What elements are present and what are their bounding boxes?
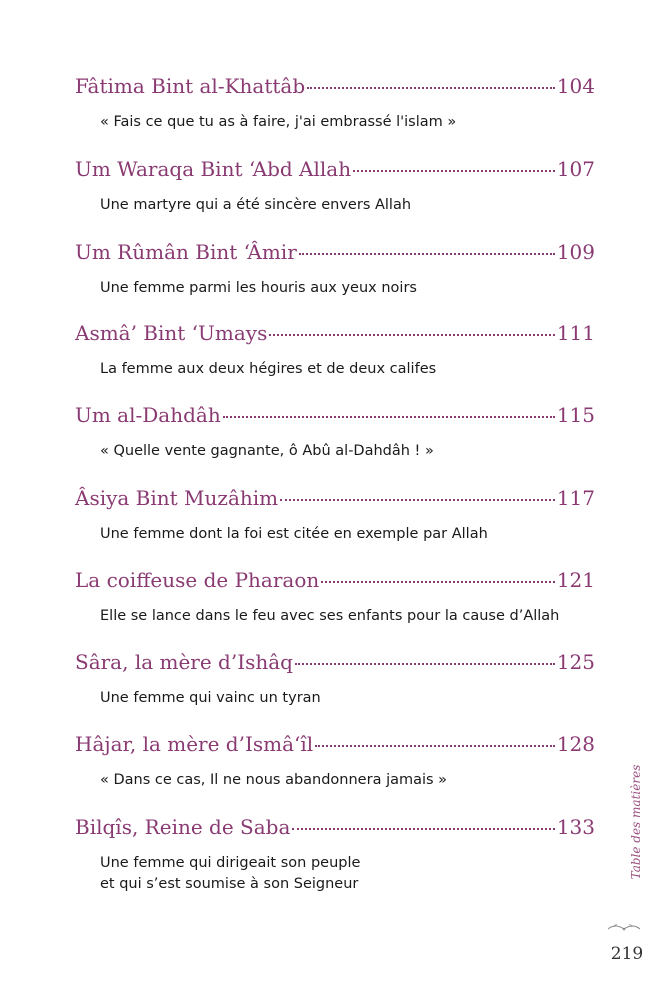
toc-entry[interactable] bbox=[75, 813, 595, 895]
entry-title: Sâra, la mère d’Ishâq bbox=[75, 650, 293, 674]
entry-title-row bbox=[75, 566, 595, 594]
dot-leader bbox=[315, 745, 555, 747]
dot-leader bbox=[269, 334, 554, 336]
entry-page-number: 115 bbox=[556, 403, 595, 427]
dot-leader bbox=[280, 499, 555, 501]
toc-entry[interactable] bbox=[75, 484, 595, 545]
entry-subtitle: La femme aux deux hégires et de deux califes bbox=[100, 361, 437, 377]
entry-title-row bbox=[75, 155, 595, 183]
entry-title-row bbox=[75, 401, 595, 429]
entry-page-number: 111 bbox=[556, 321, 595, 345]
entry-title-row bbox=[75, 730, 595, 758]
dot-leader bbox=[292, 828, 554, 830]
entry-title-row bbox=[75, 484, 595, 512]
entry-subtitle: Une femme qui dirigeait son peuple et qui s’est soumise à son Seigneur bbox=[100, 855, 361, 892]
entry-subtitle: Une femme qui vainc un tyran bbox=[100, 690, 321, 706]
entry-page-number: 121 bbox=[556, 568, 595, 592]
floral-ornament-icon bbox=[606, 920, 642, 934]
dot-leader bbox=[223, 416, 555, 418]
entry-subtitle: « Fais ce que tu as à faire, j'ai embrassé l'islam » bbox=[100, 114, 457, 130]
entry-title: Fâtima Bint al-Khattâb bbox=[75, 74, 306, 98]
entry-page-number: 117 bbox=[556, 486, 595, 510]
entry-subtitle: « Quelle vente gagnante, ô Abû al-Dahdâh ! » bbox=[100, 443, 434, 459]
dot-leader bbox=[321, 581, 555, 583]
section-side-label: Table des matières bbox=[629, 764, 643, 880]
entry-page-number: 128 bbox=[556, 732, 595, 756]
toc-entry[interactable] bbox=[75, 566, 595, 627]
entry-title: Hâjar, la mère d’Ismâ‘îl bbox=[75, 732, 314, 756]
toc-entry[interactable] bbox=[75, 72, 595, 133]
entry-page-number: 107 bbox=[556, 157, 595, 181]
entry-title-row bbox=[75, 319, 595, 347]
entry-page-number: 104 bbox=[556, 74, 595, 98]
entry-subtitle: Une femme dont la foi est citée en exemple par Allah bbox=[100, 526, 488, 542]
toc-entry[interactable] bbox=[75, 401, 595, 462]
toc-entry[interactable] bbox=[75, 730, 595, 791]
entry-page-number: 109 bbox=[556, 240, 595, 264]
entry-title: Um Waraqa Bint ‘Abd Allah bbox=[75, 157, 352, 181]
entry-title: Âsiya Bint Muzâhim bbox=[75, 486, 279, 510]
dot-leader bbox=[299, 253, 555, 255]
entry-title-row bbox=[75, 648, 595, 676]
entry-page-number: 133 bbox=[556, 815, 595, 839]
entry-title: Um al-Dahdâh bbox=[75, 403, 221, 427]
entry-page-number: 125 bbox=[556, 650, 595, 674]
dot-leader bbox=[307, 87, 555, 89]
toc-entry[interactable] bbox=[75, 238, 595, 299]
toc-entry[interactable] bbox=[75, 155, 595, 216]
entry-subtitle: Une martyre qui a été sincère envers Allah bbox=[100, 197, 412, 213]
entry-subtitle: « Dans ce cas, Il ne nous abandonnera jamais » bbox=[100, 772, 448, 788]
entry-title: Asmâ’ Bint ‘Umays bbox=[75, 321, 268, 345]
toc-entry[interactable] bbox=[75, 319, 595, 380]
toc-entry[interactable] bbox=[75, 648, 595, 709]
entry-subtitle: Elle se lance dans le feu avec ses enfants pour la cause d’Allah bbox=[100, 608, 560, 624]
page-number: 219 bbox=[610, 944, 644, 964]
entry-title-row bbox=[75, 72, 595, 100]
entry-title-row bbox=[75, 238, 595, 266]
entry-title: La coiffeuse de Pharaon bbox=[75, 568, 320, 592]
entry-title: Bilqîs, Reine de Saba bbox=[75, 815, 291, 839]
entry-title: Um Rûmân Bint ‘Âmir bbox=[75, 240, 297, 264]
entry-subtitle: Une femme parmi les houris aux yeux noirs bbox=[100, 280, 417, 296]
entry-title-row bbox=[75, 813, 595, 841]
dot-leader bbox=[353, 170, 555, 172]
dot-leader bbox=[295, 663, 555, 665]
